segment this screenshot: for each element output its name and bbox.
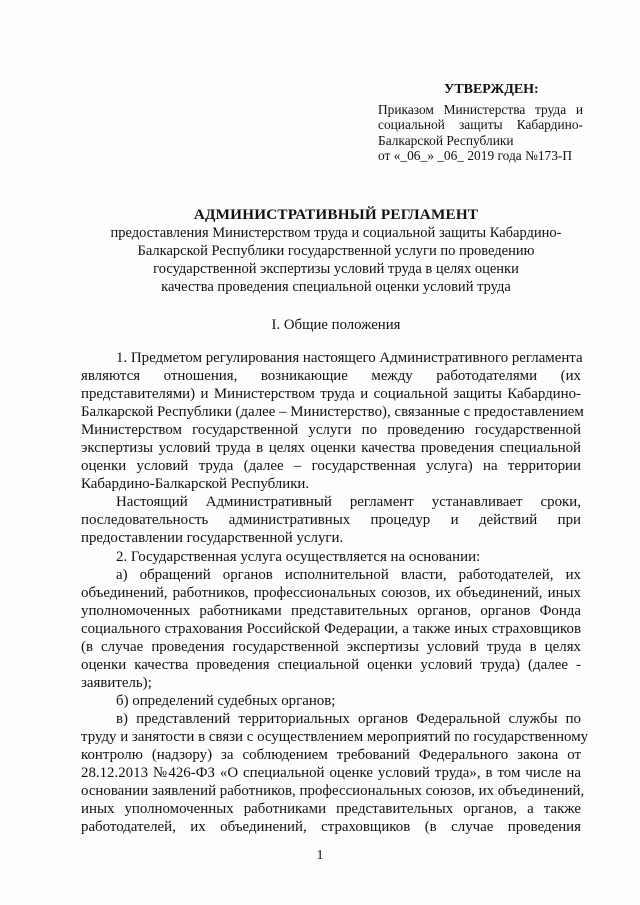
- approval-line: Балкарской Республики: [378, 132, 514, 148]
- body-line: Балкарской Республики (далее – Министерство), связанные с предоставлением: [81, 404, 584, 421]
- body-line: объединений, работников, профессиональных союзов, их объединений, иных: [81, 584, 581, 601]
- body-line: Министерством государственной услуги по проведению государственной: [81, 422, 581, 439]
- subtitle-line: Балкарской Республики государственной услуги по проведению: [137, 243, 535, 259]
- body-line: оценки качества проведения специальной оценки условий труда) (далее -: [81, 656, 581, 673]
- body-line: работодателей, их объединений, страховщиков (в случае проведения: [81, 819, 581, 836]
- subtitle-line: предоставления Министерством труда и социальной защиты Кабардино-: [110, 225, 562, 241]
- body-line: представителями) и Министерством труда и социальной защиты Кабардино-: [81, 386, 581, 403]
- body-line: контролю (надзору) за соблюдением требований Федерального закона от: [81, 747, 581, 764]
- body-line: заявитель);: [81, 674, 152, 691]
- approval-line: социальной защиты Кабардино-: [378, 117, 583, 132]
- subtitle-line: качества проведения специальной оценки условий труда: [161, 279, 511, 295]
- body-line: (в случае проведения государственной экспертизы условий труда в целях: [81, 638, 581, 655]
- approval-heading: УТВЕРЖДЕН:: [444, 82, 539, 97]
- body-line: б) определений судебных органов;: [116, 692, 336, 709]
- body-line: труду и занятости в связи с осуществлением мероприятий по государственному: [81, 728, 589, 745]
- body-line: экспертизы условий труда в целях оценки качества проведения специальной: [81, 440, 581, 457]
- body-line: а) обращений органов исполнительной власти, работодателей, их: [116, 566, 581, 583]
- body-text: [81, 349, 589, 836]
- approval-line: Приказом Министерства труда и: [378, 101, 583, 117]
- page-number: 1: [316, 848, 324, 863]
- subtitle-line: государственной экспертизы условий труда в целях оценки: [153, 261, 519, 277]
- body-line: являются отношения, возникающие между работодателями (их: [81, 368, 581, 385]
- approval-block: [378, 82, 583, 164]
- section-heading: I. Общие положения: [271, 317, 401, 333]
- title-block: [92, 206, 580, 296]
- body-line: 1. Предметом регулирования настоящего Административного регламента: [116, 350, 583, 366]
- body-line: предоставлении государственной услуги.: [81, 530, 344, 547]
- body-line: иных уполномоченных работниками представительных органов, а также: [81, 801, 581, 818]
- body-line: Кабардино-Балкарской Республики.: [81, 476, 310, 493]
- body-line: 28.12.2013 №426-ФЗ «О специальной оценке условий труда», в том числе на: [81, 765, 581, 782]
- body-line: оценки условий труда (далее – государственная услуга) на территории: [81, 458, 581, 475]
- body-line: Настоящий Административный регламент устанавливает сроки,: [116, 494, 581, 511]
- body-line: последовательность административных процедур и действий при: [81, 512, 581, 529]
- body-line: в) представлений территориальных органов Федеральной службы по: [116, 710, 581, 727]
- body-line: основании заявлений работников, профессиональных союзов, их объединений,: [81, 783, 585, 800]
- body-line: 2. Государственная услуга осуществляется на основании:: [116, 548, 481, 565]
- body-line: социального страхования Российской Федерации, а также иных страховщиков: [81, 620, 581, 637]
- document-title: АДМИНИСТРАТИВНЫЙ РЕГЛАМЕНТ: [193, 206, 479, 223]
- document-subtitle: [92, 224, 580, 296]
- body-line: уполномоченных работниками представительных органов, органов Фонда: [81, 602, 581, 619]
- approval-line: от «_06_» _06_ 2019 года №173-П: [378, 148, 573, 163]
